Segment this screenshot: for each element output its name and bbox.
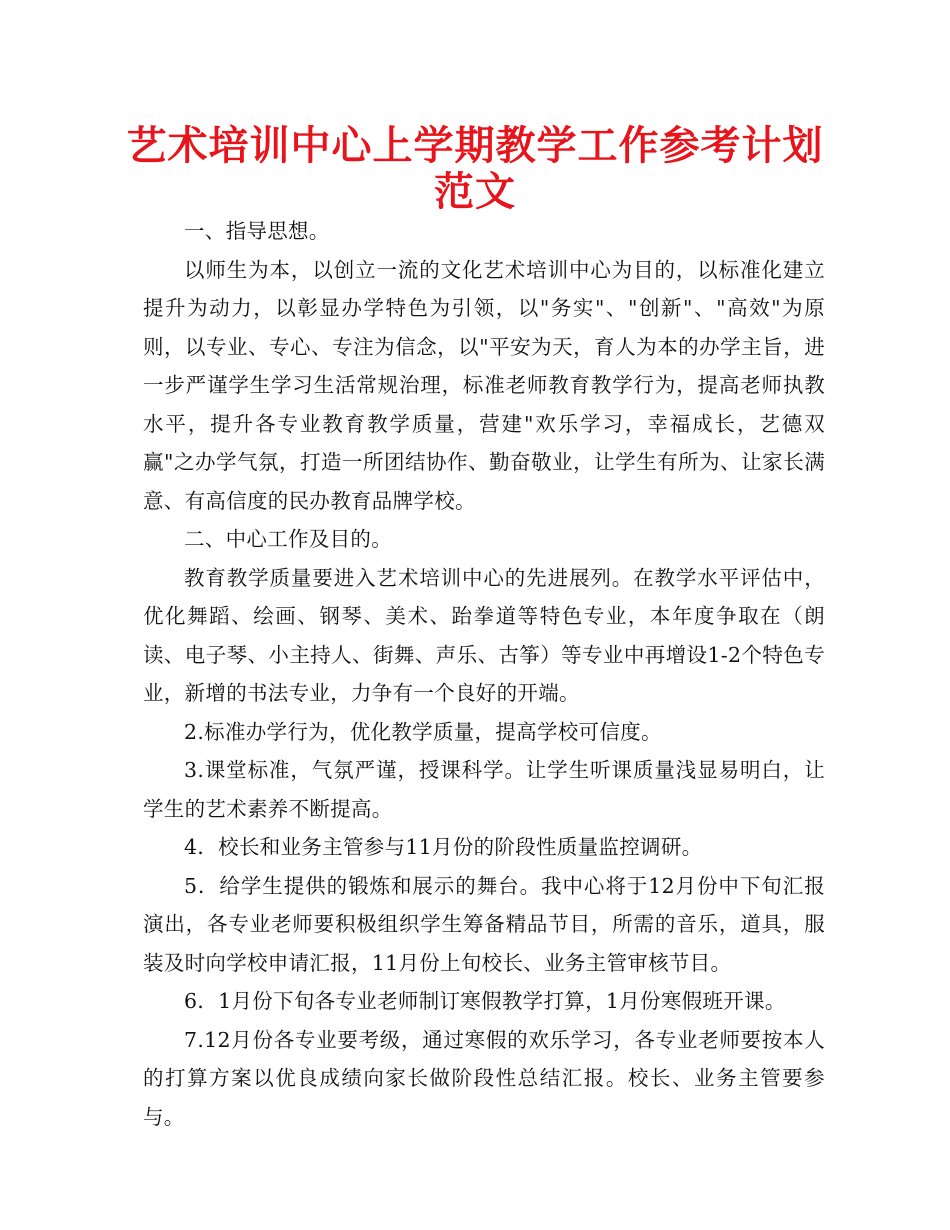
paragraph-item-2: 2.标准办学行为，优化教学质量，提高学校可信度。 [184, 719, 662, 744]
paragraph-item-5: 5．给学生提供的锻炼和展示的舞台。我中心将于12月份中下旬汇报演出，各专业老师要积极组织学生筹备精品节目，所需的音乐，道具，服装及时向学校申请汇报，11月份上旬校长、业务主管审核节目。 [143, 873, 825, 975]
section-heading-central-work: 二、中心工作及目的。 [184, 527, 392, 551]
document-title: 艺术培训中心上学期教学工作参考计划范文 [126, 123, 824, 215]
paragraph-item-4: 4．校长和业务主管参与11月份的阶段性质量监控调研。 [184, 835, 703, 859]
paragraph-item-7: 7.12月份各专业要考级，通过寒假的欢乐学习，各专业老师要按本人的打算方案以优良成绩向家长做阶段性总结汇报。校长、业务主管要参与。 [143, 1027, 825, 1129]
paragraph-guiding-ideology: 以师生为本，以创立一流的文化艺术培训中心为目的，以标准化建立提升为动力，以彰显办学特色为引领，以"务实"、"创新"、"高效"为原则，以专业、专心、专注为信念，以"平安为天，育人为本的办学主旨，进一步严谨学生学习生活常规治理，标准老师教育教学行为，提高老师执教水平，提升各专业教育教学质量，营建"欢乐学习，幸福成长，艺德双赢"之办学气氛，打造一所团结协作、勤奋敬业，让学生有所为、让家长满意、有高信度的民办教育品牌学校。 [143, 257, 825, 513]
document-body [143, 212, 825, 1136]
paragraph-teaching-quality: 教育教学质量要进入艺术培训中心的先进展列。在教学水平评估中，优化舞蹈、绘画、钢琴、美术、跆拳道等特色专业，本年度争取在（朗读、电子琴、小主持人、街舞、声乐、古筝）等专业中再增设1-2个特色专业，新增的书法专业，力争有一个良好的开端。 [143, 565, 825, 705]
paragraph-item-6: 6．1月份下旬各专业老师制订寒假教学打算，1月份寒假班开课。 [184, 989, 786, 1013]
paragraph-item-3: 3.课堂标准，气氛严谨，授课科学。让学生听课质量浅显易明白，让学生的艺术素养不断提高。 [143, 758, 825, 821]
section-heading-guiding-ideology: 一、指导思想。 [184, 219, 330, 243]
